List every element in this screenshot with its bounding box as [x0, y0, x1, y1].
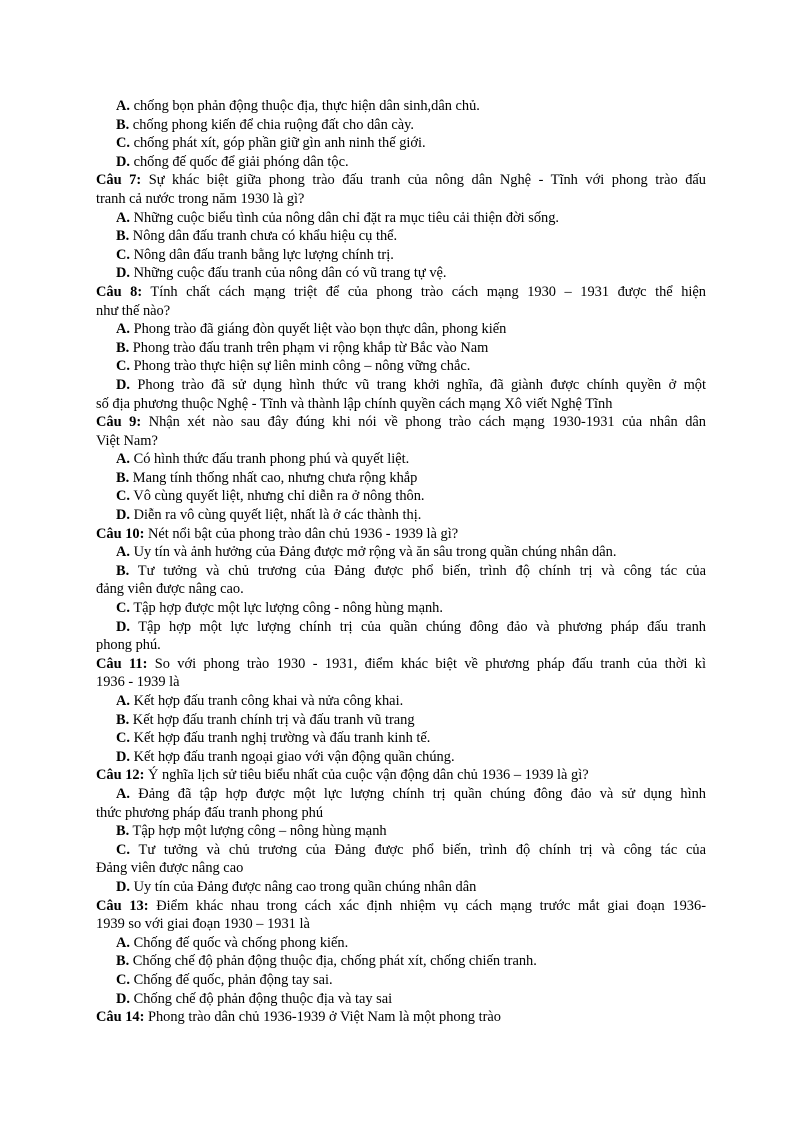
- answer-option-continued: số địa phương thuộc Nghệ - Tĩnh và thành lập chính quyền cách mạng Xô viết Nghệ Tĩnh: [96, 395, 613, 412]
- answer-option: D. Tập hợp một lực lượng chính trị của quần chúng đông đảo và phương pháp đấu tranh: [116, 618, 706, 635]
- answer-option: C. Nông dân đấu tranh bằng lực lượng chính trị.: [116, 246, 394, 263]
- answer-option: C. chống phát xít, góp phần giữ gìn anh ninh thế giới.: [116, 135, 426, 152]
- answer-option: B. Tập hợp một lượng công – nông hùng mạnh: [116, 823, 387, 840]
- answer-option: B. Phong trào đấu tranh trên phạm vi rộng khắp từ Bắc vào Nam: [116, 339, 489, 356]
- question-stem: Câu 10: Nét nổi bật của phong trào dân chủ 1936 - 1939 là gì?: [96, 525, 459, 542]
- answer-option: C. Kết hợp đấu tranh nghị trường và đấu tranh kinh tế.: [116, 730, 431, 747]
- answer-option: C. Tư tưởng và chủ trương của Đảng được phổ biến, trình độ chính trị và công tác của: [116, 841, 706, 858]
- answer-option: D. Những cuộc đấu tranh của nông dân có vũ trang tự vệ.: [116, 265, 447, 282]
- answer-option: D. Diễn ra vô cùng quyết liệt, nhất là ở các thành thị.: [116, 507, 422, 524]
- question-stem-continued: như thế nào?: [96, 302, 171, 319]
- answer-option: A. Uy tín và ảnh hưởng của Đảng được mở rộng và ăn sâu trong quần chúng nhân dân.: [116, 544, 617, 561]
- document-page: [96, 97, 706, 1027]
- question-stem: Câu 7: Sự khác biệt giữa phong trào đấu tranh của nông dân Nghệ - Tĩnh với phong trào đấu: [96, 172, 706, 189]
- answer-option: B. Kết hợp đấu tranh chính trị và đấu tranh vũ trang: [116, 711, 415, 728]
- answer-option-continued: phong phú.: [96, 637, 161, 654]
- question-stem: Câu 8: Tính chất cách mạng triệt để của phong trào cách mạng 1930 – 1931 được thể hiện: [96, 283, 706, 300]
- answer-option: B. Mang tính thống nhất cao, nhưng chưa rộng khắp: [116, 469, 418, 486]
- answer-option: A. Có hình thức đấu tranh phong phú và quyết liệt.: [116, 451, 410, 468]
- answer-option: B. Nông dân đấu tranh chưa có khẩu hiệu cụ thể.: [116, 228, 398, 245]
- answer-option: D. Phong trào đã sử dụng hình thức vũ trang khởi nghĩa, đã giành được chính quyền ở một: [116, 376, 706, 393]
- answer-option: C. Vô cùng quyết liệt, nhưng chỉ diễn ra ở nông thôn.: [116, 488, 425, 505]
- question-stem: Câu 13: Điểm khác nhau trong cách xác định nhiệm vụ cách mạng trước mắt giai đoạn 1936-: [96, 897, 706, 914]
- answer-option: A. Kết hợp đấu tranh công khai và nửa công khai.: [116, 693, 404, 709]
- answer-option: B. Tư tưởng và chủ trương của Đảng được phổ biến, trình độ chính trị và công tác của: [116, 562, 706, 579]
- answer-option: A. Đảng đã tập hợp được một lực lượng chính trị quần chúng đông đảo và sử dụng hình: [116, 785, 706, 802]
- answer-option: A. Phong trào đã giáng đòn quyết liệt vào bọn thực dân, phong kiến: [116, 321, 507, 338]
- question-stem-continued: tranh cả nước trong năm 1930 là gì?: [96, 190, 305, 207]
- answer-option: A. Những cuộc biểu tình của nông dân chỉ đặt ra mục tiêu cải thiện đời sống.: [116, 209, 560, 226]
- answer-option: B. chống phong kiến để chia ruộng đất cho dân cày.: [116, 116, 414, 133]
- question-stem: Câu 11: So với phong trào 1930 - 1931, điểm khác biệt về phương pháp đấu tranh của thời kì: [96, 655, 707, 672]
- answer-option-continued: đảng viên được nâng cao.: [96, 581, 244, 598]
- answer-option-continued: Đảng viên được nâng cao: [96, 860, 244, 877]
- answer-option: C. Phong trào thực hiện sự liên minh công – nông vững chắc.: [116, 358, 471, 375]
- answer-option: A. Chống đế quốc và chống phong kiến.: [116, 934, 349, 951]
- answer-option: C. Chống đế quốc, phản động tay sai.: [116, 971, 333, 988]
- answer-option: D. Uy tín của Đảng được nâng cao trong quần chúng nhân dân: [116, 878, 477, 895]
- answer-option: C. Tập hợp được một lực lượng công - nông hùng mạnh.: [116, 600, 443, 617]
- answer-option-continued: thức phương pháp đấu tranh phong phú: [96, 804, 324, 821]
- question-stem-continued: Việt Nam?: [96, 432, 158, 449]
- question-stem: Câu 14: Phong trào dân chủ 1936-1939 ở Việt Nam là một phong trào: [96, 1009, 501, 1026]
- answer-option: D. chống đế quốc để giải phóng dân tộc.: [116, 153, 349, 170]
- answer-option: D. Chống chế độ phản động thuộc địa và tay sai: [116, 990, 393, 1007]
- answer-option: D. Kết hợp đấu tranh ngoại giao với vận động quần chúng.: [116, 748, 455, 765]
- answer-option: A. chống bọn phản động thuộc địa, thực hiện dân sinh,dân chủ.: [116, 98, 480, 114]
- question-stem-continued: 1939 so với giai đoạn 1930 – 1931 là: [96, 916, 310, 933]
- answer-option: B. Chống chế độ phản động thuộc địa, chống phát xít, chống chiến tranh.: [116, 953, 537, 970]
- question-stem: Câu 9: Nhận xét nào sau đây đúng khi nói về phong trào cách mạng 1930-1931 của nhân dân: [96, 414, 706, 431]
- question-stem-continued: 1936 - 1939 là: [96, 674, 180, 691]
- question-stem: Câu 12: Ý nghĩa lịch sử tiêu biểu nhất của cuộc vận động dân chủ 1936 – 1939 là gì?: [96, 767, 589, 784]
